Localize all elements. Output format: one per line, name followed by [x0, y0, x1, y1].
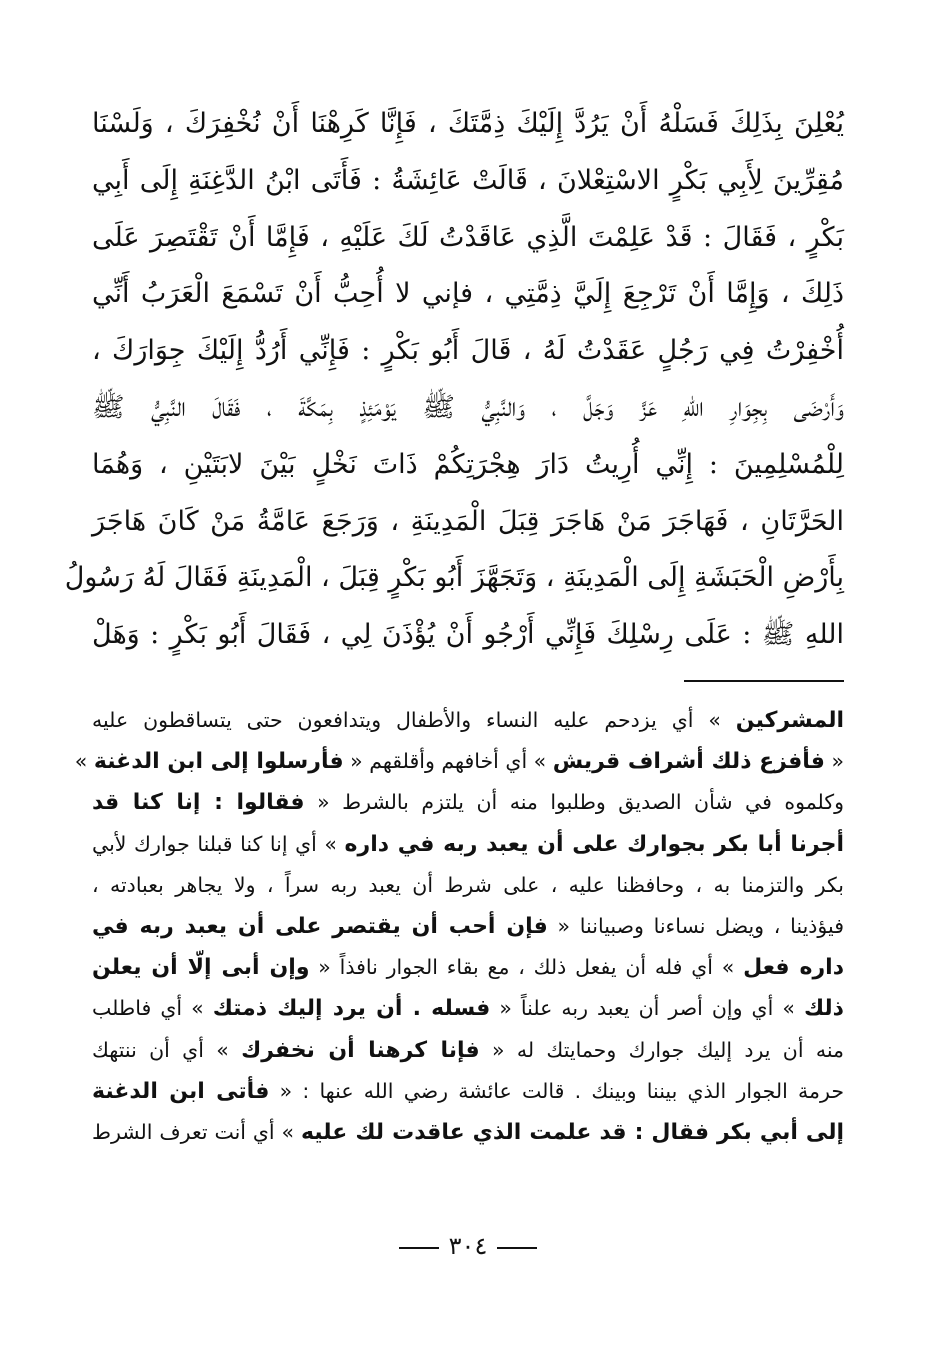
commentary-text: بكر والتزمنا به ، وحافظنا عليه ، على شرط أن يعبد ربه سراً ، ولا يجاهر بعبادته ، [92, 872, 844, 897]
main-line: لِلْمُسْلِمِينَ : إِنِّي أُرِيتُ دَارَ هِجْرَتِكُمْ ذَاتَ نَخْلٍ بَيْنَ لابَتَيْنِ ، وَهُمَا [92, 448, 844, 480]
commentary-quote: فإن أحب أن يقتصر على أن يعبد ربه في [92, 913, 548, 939]
commentary-quote: أجرنا أبا بكر بجوارك على أن يعبد ربه في داره [344, 831, 844, 857]
commentary-text: » أي وإن أصر أن يعبد ربه علناً « [490, 996, 804, 1021]
commentary-quote: فأرسلوا إلى ابن الدغنة [93, 749, 344, 775]
commentary [74, 700, 845, 1153]
commentary-text: « [824, 749, 844, 774]
commentary-line [74, 741, 844, 782]
commentary-text: حرمة الجوار الذي بيننا وبينك . قالت عائشة رضي الله عنها : « [269, 1078, 844, 1103]
commentary-line [92, 782, 844, 823]
commentary-line [92, 824, 844, 865]
page-number-dash [399, 1247, 439, 1249]
commentary-quote: فسله . أن يرد إليك ذمتك [212, 996, 491, 1022]
commentary-line [92, 988, 844, 1029]
commentary-quote: فإنا كرهنا أن نخفرك [241, 1037, 480, 1063]
commentary-line [92, 947, 844, 988]
main-line: وَأَرْضَى بِجِوَارِ اللهِ عَزَّ وَجَلَّ ، وَالنَّبِيُّ ﷺ يَوْمَئِذٍ بِمَكَّةَ ، فَقَالَ النَّبِيُّ ﷺ [92, 391, 844, 423]
commentary-text: » أي أن ننتهك [92, 1037, 242, 1062]
main-line: بِأَرْضِ الْحَبَشَةِ إِلَى الْمَدِينَةِ ، وَتَجَهَّزَ أَبُو بَكْرٍ قِبَلَ ، الْمَدِينَةِ فَقَالَ لَهُ رَسُولُ [64, 562, 844, 594]
footnote-divider [684, 680, 844, 682]
main-line: الحَرَّتَانِ ، فَهَاجَرَ مَنْ هَاجَرَ قِبَلَ الْمَدِينَةِ ، وَرَجَعَ عَامَّةُ مَنْ كَانَ هَاجَرَ [92, 505, 844, 537]
commentary-line [92, 700, 844, 741]
commentary-line [92, 1030, 844, 1071]
commentary-quote: ذلك [803, 996, 844, 1022]
page-number-dash [497, 1247, 537, 1249]
commentary-quote: إلى أبي بكر فقال : قد علمت الذي عاقدت لك عليه [300, 1119, 844, 1145]
main-line: أُخْفِرْتُ فِي رَجُلٍ عَقَدْتُ لَهُ ، قَالَ أَبُو بَكْرٍ : فَإِنِّي أَرُدُّ إِلَيْكَ جِوَارَكَ ، [92, 335, 844, 367]
commentary-quote: وإن أبى إلّا أن يعلن [92, 955, 310, 981]
commentary-quote: فأفزع ذلك أشراف قريش [552, 749, 825, 775]
main-line: اللهِ ﷺ : عَلَى رِسْلِكَ فَإِنِّي أَرْجُو أَنْ يُؤْذَنَ لِي ، فَقَالَ أَبُو بَكْرٍ : وَهَلْ [92, 619, 844, 651]
commentary-line [92, 906, 844, 947]
commentary-text: » [74, 749, 94, 774]
main-line: بَكْرٍ ، فَقَالَ : قَدْ عَلِمْتَ الَّذِي عَاقَدْتُ لَكَ عَلَيْهِ ، فَإِمَّا أَنْ تَقْتَصِرَ عَلَى [92, 221, 844, 253]
commentary-quote: داره فعل [743, 955, 845, 981]
commentary-text: فيؤذينا ، ويضل نساءنا وصبياننا « [547, 913, 845, 938]
commentary-text: وكلموه في شأن الصديق وطلبوا منه أن يلتزم بالشرط « [304, 790, 844, 815]
commentary-quote: المشركين [735, 708, 844, 733]
commentary-text: » أي فاطلب [92, 996, 213, 1021]
commentary-text: » أي إنا كنا قبلنا جوارك لأبي [92, 831, 345, 856]
main-line: ذَلِكَ ، وَإِمَّا أَنْ تَرْجِعَ إِلَيَّ ذِمَّتِي ، فإني لا أُحِبُّ أَنْ تَسْمَعَ الْعَرَبُ أَنِّي [92, 278, 844, 310]
main-line: يُعْلِنَ بِذَلِكَ فَسَلْهُ أَنْ يَرُدَّ إِلَيْكَ ذِمَّتَكَ ، فَإِنَّا كَرِهْنَا أَنْ نُخْفِرَكَ ، وَلَسْنَا [92, 108, 844, 139]
main-text [64, 96, 844, 664]
commentary-text: » أي فله أن يفعل ذلك ، مع بقاء الجوار نافذاً « [309, 955, 744, 980]
page-number [92, 1230, 844, 1262]
commentary-text: » أي يزدحم عليه النساء والأطفال ويتدافعون حتى يتساقطون عليه [92, 708, 736, 732]
commentary-line [92, 1112, 844, 1153]
commentary-line [92, 865, 844, 906]
page-number-value: ٣٠٤ [448, 1232, 488, 1260]
main-line: مُقِرِّينَ لِأَبِي بَكْرٍ الاسْتِعْلانَ ، قَالَتْ عَائِشَةُ : فَأَتَى ابْنُ الدَّغِنَةِ إِلَى أَبِي [92, 164, 844, 196]
commentary-quote: فقالوا : إنا كنا قد [92, 790, 305, 816]
commentary-line [92, 1071, 844, 1112]
commentary-quote: فأتى ابن الدغنة [92, 1078, 270, 1104]
commentary-text: » أي أخافهم وأقلقهم « [343, 749, 553, 774]
commentary-text: منه أن يرد إليك جوارك وحمايتك له « [479, 1037, 845, 1062]
commentary-text: » أي أنت تعرف الشرط [92, 1119, 301, 1144]
book-page [64, 96, 845, 1276]
